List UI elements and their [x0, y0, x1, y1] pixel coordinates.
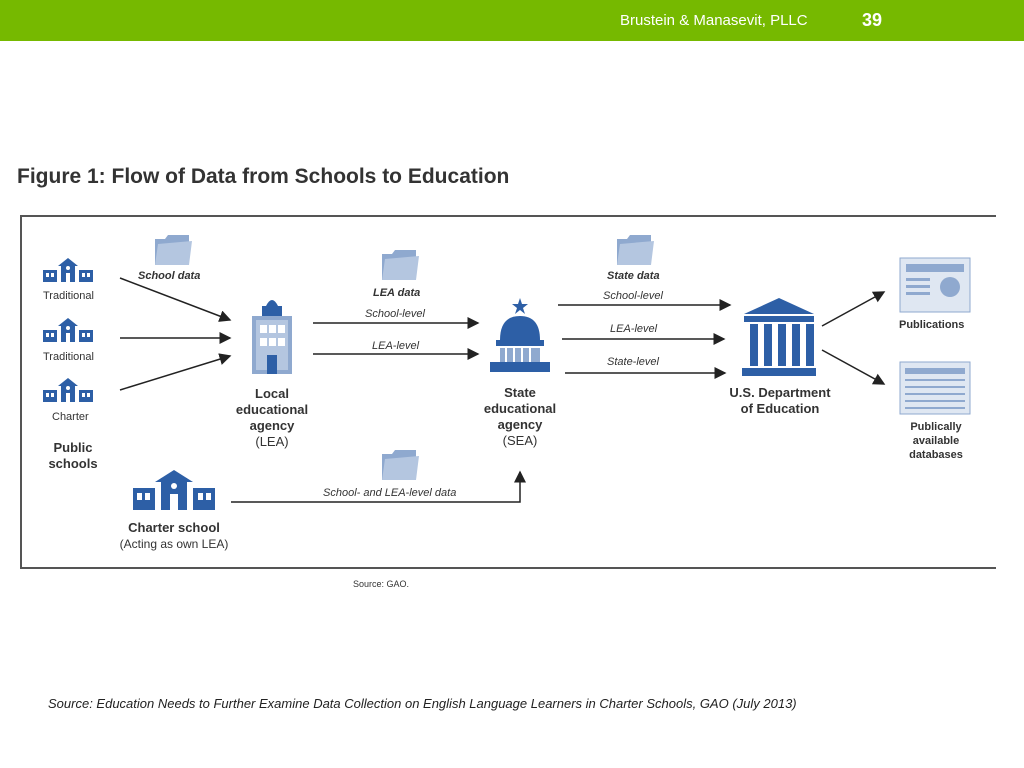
footer-source: Source: Education Needs to Further Examine Data Collection on English Language Learners in Charter Schools, GAO (July 2013) [48, 696, 797, 711]
databases-icon [900, 362, 970, 414]
charter-school-icon [43, 378, 93, 402]
lea-data-label: LEA data [373, 287, 421, 299]
usde-label: U.S. Department of Education [729, 385, 831, 416]
lea-data-folder-icon [382, 250, 419, 280]
charter-school-label: Charter [52, 411, 89, 423]
publications-icon [900, 258, 970, 312]
sea-capitol-icon [490, 298, 550, 372]
lea-lea-level-label: LEA-level [372, 340, 420, 352]
state-state-level-label: State-level [607, 356, 659, 368]
usde-building-icon [742, 298, 816, 376]
figure-title: Figure 1: Flow of Data from Schools to Education [17, 165, 510, 188]
publications-label: Publications [899, 319, 965, 331]
page-number: 39 [862, 10, 883, 30]
school-to-lea-arrow [120, 356, 230, 390]
traditional-school-label: Traditional [43, 351, 94, 363]
state-school-level-label: School-level [603, 290, 663, 302]
charter-lea-building-icon [133, 470, 215, 510]
school-data-label: School data [138, 270, 201, 282]
traditional-school-icon [43, 318, 93, 342]
charter-lea-label: Charter school (Acting as own LEA) [119, 520, 229, 551]
lea-school-level-label: School-level [365, 308, 425, 320]
charter-data-folder-icon [382, 450, 419, 480]
sea-label: State educational agency (SEA) [483, 385, 557, 448]
lea-building-icon [252, 300, 292, 374]
school-to-lea-arrow [120, 278, 230, 320]
traditional-school-icon [43, 258, 93, 282]
state-data-label: State data [607, 270, 660, 282]
state-data-folder-icon [617, 235, 654, 265]
databases-label: Publically available databases [909, 421, 963, 461]
usde-to-publications-arrow [822, 292, 884, 326]
public-schools-label: Public schools [48, 440, 98, 471]
school-data-folder-icon [155, 235, 192, 265]
figure-source: Source: GAO. [353, 579, 410, 589]
traditional-school-label: Traditional [43, 290, 94, 302]
charter-flow-label: School- and LEA-level data [323, 487, 457, 499]
usde-to-databases-arrow [822, 350, 884, 384]
firm-name: Brustein & Manasevit, PLLC [620, 12, 808, 29]
state-lea-level-label: LEA-level [610, 323, 658, 335]
lea-label: Local educational agency (LEA) [235, 386, 309, 449]
